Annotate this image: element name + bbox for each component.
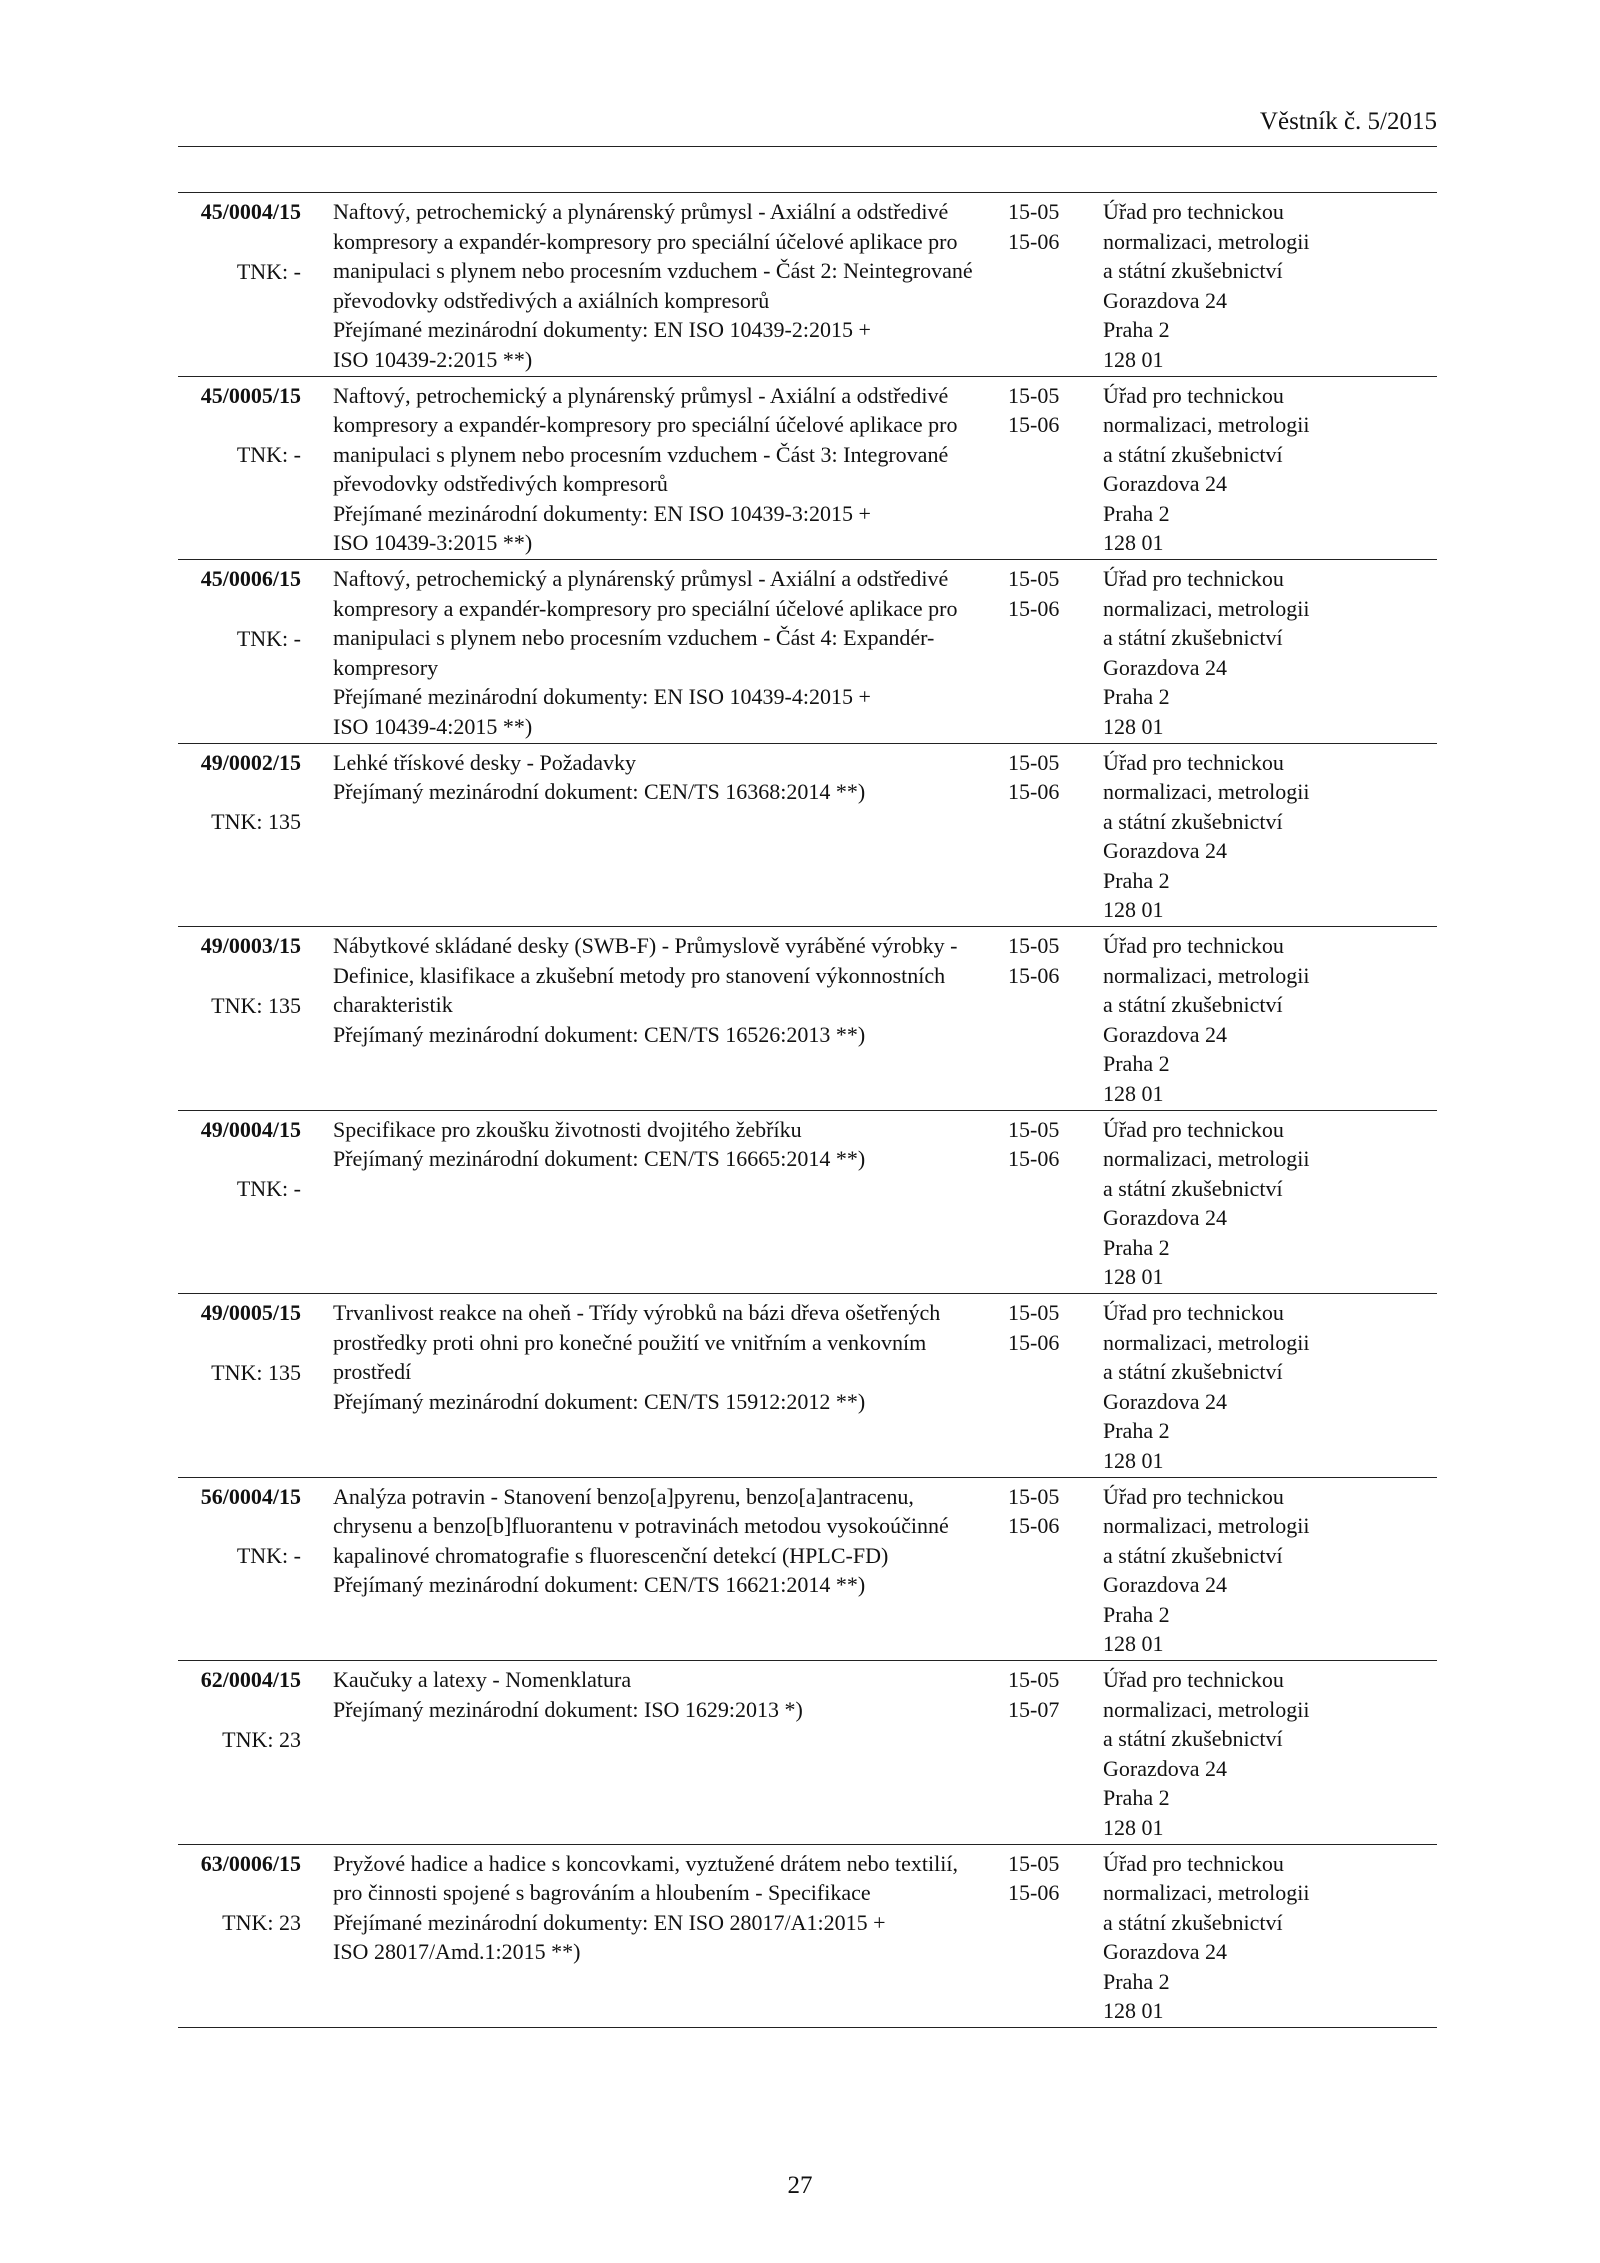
entry-number: 62/0004/15 bbox=[200, 1667, 301, 1692]
entry-codes-cell bbox=[1003, 197, 1103, 376]
authority-line: Úřad pro technickou bbox=[1103, 1667, 1284, 1692]
table-row bbox=[178, 377, 1437, 561]
authority-line: a státní zkušebnictví bbox=[1103, 1726, 1283, 1751]
authority-line: a státní zkušebnictví bbox=[1103, 1359, 1283, 1384]
authority-line: 128 01 bbox=[1103, 1080, 1164, 1106]
description-line: Přejímaný mezinárodní dokument: CEN/TS 16368:2014 **) bbox=[333, 779, 866, 804]
sort-code: 15-06 bbox=[1008, 962, 1060, 988]
entry-codes-cell bbox=[1003, 381, 1103, 560]
authority-line: a státní zkušebnictví bbox=[1103, 258, 1283, 283]
authority-line: normalizaci, metrologii bbox=[1103, 779, 1310, 804]
authority-line: Praha 2 bbox=[1103, 317, 1170, 342]
description-line: Přejímané mezinárodní dokumenty: EN ISO 28017/A1:2015 + bbox=[333, 1909, 886, 1935]
authority-line: normalizaci, metrologii bbox=[1103, 1696, 1310, 1722]
sort-code: 15-06 bbox=[1008, 1513, 1060, 1538]
table-row bbox=[178, 1111, 1437, 1295]
description-line: ISO 10439-3:2015 **) bbox=[333, 530, 533, 555]
entry-tnk: TNK: 135 bbox=[211, 809, 301, 834]
authority-line: normalizaci, metrologii bbox=[1103, 595, 1310, 621]
sort-code: 15-05 bbox=[1008, 566, 1060, 591]
description-line: pro činnosti spojené s bagrováním a hloubením - Specifikace bbox=[333, 1880, 871, 1905]
sort-code: 15-06 bbox=[1008, 1880, 1060, 1905]
entry-number: 56/0004/15 bbox=[200, 1483, 301, 1509]
description-line: Kaučuky a latexy - Nomenklatura bbox=[333, 1667, 632, 1692]
authority-line: Praha 2 bbox=[1103, 1785, 1170, 1810]
authority-line: normalizaci, metrologii bbox=[1103, 412, 1310, 437]
authority-line: Gorazdova 24 bbox=[1103, 1939, 1228, 1964]
authority-line: Úřad pro technickou bbox=[1103, 749, 1284, 775]
sort-code: 15-05 bbox=[1008, 1116, 1060, 1142]
authority-line: Praha 2 bbox=[1103, 500, 1170, 526]
entry-codes-cell bbox=[1003, 1849, 1103, 2028]
description-line: převodovky odstředivých kompresorů bbox=[333, 471, 668, 496]
description-line: Pryžové hadice a hadice s koncovkami, vyztužené drátem nebo textilií, bbox=[333, 1850, 958, 1876]
authority-line: Úřad pro technickou bbox=[1103, 382, 1284, 408]
authority-line: a státní zkušebnictví bbox=[1103, 625, 1283, 650]
entry-id-cell bbox=[178, 381, 303, 560]
entry-tnk: TNK: 23 bbox=[222, 1910, 301, 1935]
table-row bbox=[178, 1845, 1437, 2029]
entry-tnk: TNK: - bbox=[236, 625, 301, 651]
authority-line: 128 01 bbox=[1103, 346, 1164, 372]
authority-line: Úřad pro technickou bbox=[1103, 199, 1284, 224]
entry-authority-cell bbox=[1103, 1298, 1437, 1477]
entry-codes-cell bbox=[1003, 1298, 1103, 1477]
description-line: Nábytkové skládané desky (SWB-F) - Průmyslově vyráběné výrobky - bbox=[333, 933, 958, 958]
entry-description-cell bbox=[303, 564, 1003, 743]
sort-code: 15-07 bbox=[1008, 1696, 1060, 1722]
description-line: kompresory a expandér-kompresory pro speciální účelové aplikace pro bbox=[333, 228, 958, 254]
description-line: Definice, klasifikace a zkušební metody pro stanovení výkonnostních bbox=[333, 962, 946, 988]
sort-code: 15-06 bbox=[1008, 228, 1060, 254]
entry-number: 45/0006/15 bbox=[200, 566, 301, 591]
entry-tnk: TNK: 135 bbox=[211, 992, 301, 1018]
page-header-title: Věstník č. 5/2015 bbox=[1259, 108, 1437, 135]
sort-code: 15-06 bbox=[1008, 1146, 1060, 1171]
entry-description-cell bbox=[303, 1849, 1003, 2028]
description-line: manipulaci s plynem nebo procesním vzduchem - Část 2: Neintegrované bbox=[333, 258, 973, 283]
entry-number: 63/0006/15 bbox=[200, 1850, 301, 1876]
authority-line: normalizaci, metrologii bbox=[1103, 228, 1310, 254]
authority-line: Gorazdova 24 bbox=[1103, 1755, 1228, 1781]
entry-authority-cell bbox=[1103, 748, 1437, 927]
sort-code: 15-05 bbox=[1008, 1850, 1060, 1876]
entry-id-cell bbox=[178, 1849, 303, 2028]
sort-code: 15-05 bbox=[1008, 382, 1060, 408]
table-row bbox=[178, 927, 1437, 1111]
authority-line: Gorazdova 24 bbox=[1103, 287, 1228, 313]
entry-id-cell bbox=[178, 1665, 303, 1844]
description-line: Přejímané mezinárodní dokumenty: EN ISO 10439-4:2015 + bbox=[333, 684, 871, 709]
header-divider bbox=[178, 146, 1437, 147]
sort-code: 15-05 bbox=[1008, 1667, 1060, 1692]
entry-tnk: TNK: - bbox=[236, 1543, 301, 1568]
entry-number: 49/0003/15 bbox=[200, 933, 301, 958]
authority-line: normalizaci, metrologii bbox=[1103, 1513, 1310, 1538]
entry-codes-cell bbox=[1003, 931, 1103, 1110]
authority-line: Gorazdova 24 bbox=[1103, 838, 1228, 863]
entry-codes-cell bbox=[1003, 564, 1103, 743]
description-line: ISO 10439-2:2015 **) bbox=[333, 346, 533, 372]
authority-line: Úřad pro technickou bbox=[1103, 566, 1284, 591]
description-line: prostředky proti ohni pro konečné použití ve vnitřním a venkovním bbox=[333, 1329, 927, 1355]
description-line: Analýza potravin - Stanovení benzo[a]pyrenu, benzo[a]antracenu, bbox=[333, 1483, 914, 1509]
authority-line: normalizaci, metrologii bbox=[1103, 962, 1310, 988]
sort-code: 15-05 bbox=[1008, 1300, 1060, 1325]
description-line: manipulaci s plynem nebo procesním vzduchem - Část 4: Expandér- bbox=[333, 625, 935, 650]
description-line: Specifikace pro zkoušku životnosti dvojitého žebříku bbox=[333, 1116, 802, 1142]
authority-line: 128 01 bbox=[1103, 713, 1164, 739]
entry-number: 49/0005/15 bbox=[200, 1300, 301, 1325]
sort-code: 15-05 bbox=[1008, 933, 1060, 958]
authority-line: 128 01 bbox=[1103, 1998, 1164, 2023]
entry-tnk: TNK: 135 bbox=[211, 1359, 301, 1385]
description-line: Naftový, petrochemický a plynárenský průmysl - Axiální a odstředivé bbox=[333, 382, 949, 408]
authority-line: Praha 2 bbox=[1103, 1601, 1170, 1627]
table-row bbox=[178, 1294, 1437, 1478]
authority-line: Úřad pro technickou bbox=[1103, 1116, 1284, 1142]
entry-authority-cell bbox=[1103, 197, 1437, 376]
authority-line: a státní zkušebnictví bbox=[1103, 1909, 1283, 1935]
entry-description-cell bbox=[303, 381, 1003, 560]
entry-number: 45/0005/15 bbox=[200, 382, 301, 408]
entry-number: 49/0002/15 bbox=[200, 749, 301, 775]
entry-authority-cell bbox=[1103, 1849, 1437, 2028]
entry-authority-cell bbox=[1103, 1115, 1437, 1294]
entry-description-cell bbox=[303, 1298, 1003, 1477]
authority-line: 128 01 bbox=[1103, 1814, 1164, 1840]
authority-line: Gorazdova 24 bbox=[1103, 471, 1228, 496]
entry-description-cell bbox=[303, 1115, 1003, 1294]
entry-number: 49/0004/15 bbox=[200, 1116, 301, 1142]
description-line: Naftový, petrochemický a plynárenský průmysl - Axiální a odstředivé bbox=[333, 566, 949, 591]
authority-line: Praha 2 bbox=[1103, 867, 1170, 893]
description-line: Přejímaný mezinárodní dokument: CEN/TS 16621:2014 **) bbox=[333, 1572, 866, 1597]
authority-line: Praha 2 bbox=[1103, 1418, 1170, 1443]
entry-description-cell bbox=[303, 748, 1003, 927]
authority-line: normalizaci, metrologii bbox=[1103, 1146, 1310, 1171]
entry-id-cell bbox=[178, 1115, 303, 1294]
description-line: Naftový, petrochemický a plynárenský průmysl - Axiální a odstředivé bbox=[333, 199, 949, 224]
authority-line: Gorazdova 24 bbox=[1103, 1021, 1228, 1047]
table-row bbox=[178, 1478, 1437, 1662]
entry-authority-cell bbox=[1103, 931, 1437, 1110]
authority-line: Úřad pro technickou bbox=[1103, 1483, 1284, 1509]
sort-code: 15-05 bbox=[1008, 199, 1060, 224]
description-line: Přejímaný mezinárodní dokument: ISO 1629:2013 *) bbox=[333, 1696, 803, 1722]
description-line: prostředí bbox=[333, 1359, 412, 1384]
description-line: kompresory a expandér-kompresory pro speciální účelové aplikace pro bbox=[333, 595, 958, 621]
authority-line: Gorazdova 24 bbox=[1103, 1388, 1228, 1414]
entry-authority-cell bbox=[1103, 1482, 1437, 1661]
description-line: chrysenu a benzo[b]fluorantenu v potravinách metodou vysokoúčinné bbox=[333, 1513, 949, 1538]
entry-description-cell bbox=[303, 1665, 1003, 1844]
authority-line: normalizaci, metrologii bbox=[1103, 1329, 1310, 1355]
authority-line: 128 01 bbox=[1103, 1631, 1164, 1656]
authority-line: Úřad pro technickou bbox=[1103, 1300, 1284, 1325]
entry-codes-cell bbox=[1003, 1665, 1103, 1844]
entry-codes-cell bbox=[1003, 1115, 1103, 1294]
entry-codes-cell bbox=[1003, 1482, 1103, 1661]
table-row bbox=[178, 1661, 1437, 1845]
standards-table bbox=[178, 192, 1437, 2028]
sort-code: 15-06 bbox=[1008, 412, 1060, 437]
authority-line: Gorazdova 24 bbox=[1103, 654, 1228, 680]
authority-line: a státní zkušebnictví bbox=[1103, 441, 1283, 467]
authority-line: 128 01 bbox=[1103, 530, 1164, 555]
entry-description-cell bbox=[303, 197, 1003, 376]
authority-line: Praha 2 bbox=[1103, 1968, 1170, 1994]
entry-description-cell bbox=[303, 1482, 1003, 1661]
sort-code: 15-06 bbox=[1008, 595, 1060, 621]
entry-authority-cell bbox=[1103, 1665, 1437, 1844]
entry-tnk: TNK: - bbox=[236, 1176, 301, 1201]
description-line: Trvanlivost reakce na oheň - Třídy výrobků na bázi dřeva ošetřených bbox=[333, 1300, 941, 1325]
authority-line: 128 01 bbox=[1103, 897, 1164, 922]
page-number: 27 bbox=[787, 2172, 813, 2199]
authority-line: Praha 2 bbox=[1103, 1234, 1170, 1260]
entry-description-cell bbox=[303, 931, 1003, 1110]
description-line: ISO 10439-4:2015 **) bbox=[333, 713, 533, 739]
authority-line: 128 01 bbox=[1103, 1264, 1164, 1289]
table-row bbox=[178, 193, 1437, 377]
sort-code: 15-05 bbox=[1008, 1483, 1060, 1509]
entry-number: 45/0004/15 bbox=[200, 199, 301, 224]
authority-line: 128 01 bbox=[1103, 1447, 1164, 1473]
entry-id-cell bbox=[178, 748, 303, 927]
authority-line: Praha 2 bbox=[1103, 684, 1170, 709]
description-line: Přejímané mezinárodní dokumenty: EN ISO 10439-2:2015 + bbox=[333, 317, 871, 342]
authority-line: Praha 2 bbox=[1103, 1051, 1170, 1076]
authority-line: Úřad pro technickou bbox=[1103, 1850, 1284, 1876]
authority-line: a státní zkušebnictví bbox=[1103, 1542, 1283, 1568]
entry-tnk: TNK: - bbox=[236, 442, 301, 467]
description-line: ISO 28017/Amd.1:2015 **) bbox=[333, 1939, 581, 1964]
authority-line: Gorazdova 24 bbox=[1103, 1572, 1228, 1597]
authority-line: a státní zkušebnictví bbox=[1103, 992, 1283, 1017]
authority-line: Gorazdova 24 bbox=[1103, 1205, 1228, 1230]
sort-code: 15-06 bbox=[1008, 1329, 1060, 1355]
description-line: charakteristik bbox=[333, 992, 453, 1017]
entry-codes-cell bbox=[1003, 748, 1103, 927]
entry-id-cell bbox=[178, 931, 303, 1110]
entry-tnk: TNK: 23 bbox=[222, 1726, 301, 1752]
entry-id-cell bbox=[178, 1482, 303, 1661]
entry-id-cell bbox=[178, 564, 303, 743]
entry-authority-cell bbox=[1103, 564, 1437, 743]
authority-line: a státní zkušebnictví bbox=[1103, 1175, 1283, 1201]
entry-authority-cell bbox=[1103, 381, 1437, 560]
description-line: Lehké třískové desky - Požadavky bbox=[333, 749, 637, 775]
table-row bbox=[178, 560, 1437, 744]
sort-code: 15-06 bbox=[1008, 779, 1060, 804]
authority-line: Úřad pro technickou bbox=[1103, 933, 1284, 958]
description-line: Přejímaný mezinárodní dokument: CEN/TS 15912:2012 **) bbox=[333, 1388, 866, 1414]
entry-tnk: TNK: - bbox=[236, 258, 301, 284]
sort-code: 15-05 bbox=[1008, 749, 1060, 775]
table-row bbox=[178, 744, 1437, 928]
description-line: Přejímaný mezinárodní dokument: CEN/TS 16665:2014 **) bbox=[333, 1146, 866, 1171]
entry-id-cell bbox=[178, 1298, 303, 1477]
description-line: kompresory bbox=[333, 654, 439, 680]
description-line: Přejímaný mezinárodní dokument: CEN/TS 16526:2013 **) bbox=[333, 1021, 866, 1047]
entry-id-cell bbox=[178, 197, 303, 376]
description-line: kapalinové chromatografie s fluorescenční detekcí (HPLC-FD) bbox=[333, 1542, 889, 1568]
description-line: kompresory a expandér-kompresory pro speciální účelové aplikace pro bbox=[333, 412, 958, 437]
authority-line: a státní zkušebnictví bbox=[1103, 808, 1283, 834]
description-line: manipulaci s plynem nebo procesním vzduchem - Část 3: Integrované bbox=[333, 441, 949, 467]
authority-line: normalizaci, metrologii bbox=[1103, 1880, 1310, 1905]
description-line: převodovky odstředivých a axiálních kompresorů bbox=[333, 287, 770, 313]
description-line: Přejímané mezinárodní dokumenty: EN ISO 10439-3:2015 + bbox=[333, 500, 871, 526]
